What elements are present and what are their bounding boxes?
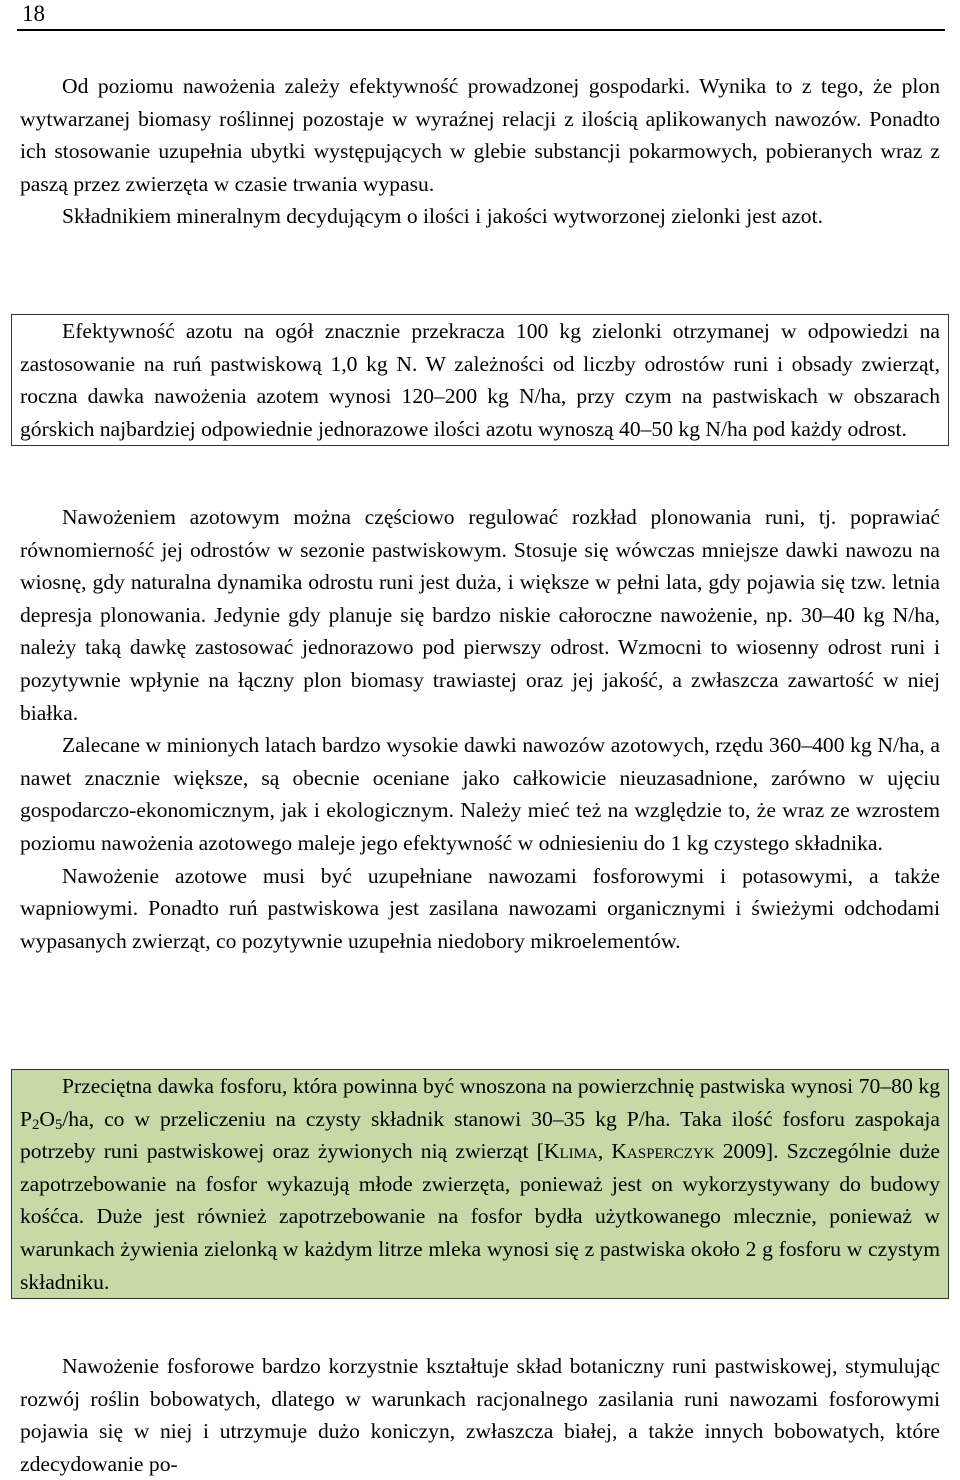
highlighted-paragraph xyxy=(11,1069,949,1299)
p7-subscript-1: 2 xyxy=(32,1116,40,1133)
paragraph-1: Od poziomu nawożenia zależy efektywność prowadzonej gospodarki. Wynika to z tego, że plon wytwarzanej biomasy roślinnej pozostaje w wyraźnej relacji z ilością aplikowanych nawozów. Ponadto ich stosowanie uzupełnia ubytki występujących w glebie substancji pokarmowych, pobieranych wraz z paszą przez zwierzęta w czasie trwania wypasu. xyxy=(20,74,940,196)
page-number: 18 xyxy=(22,1,45,26)
text-block-2 xyxy=(20,501,940,957)
paragraph-7 xyxy=(12,1070,948,1298)
citation-author-2: Kasperczyk xyxy=(611,1139,715,1164)
paragraph-8: Nawożenie fosforowe bardzo korzystnie kształtuje skład botaniczny runi pastwiskowej, stymulując rozwój roślin bobowatych, dlatego w warunkach racjonalnego zasilania runi nawozami fosforowymi pojawia się w niej i utrzymuje dużo koniczyn, zwłaszcza białej, a także innych bobowatych, które zdecydowanie po- xyxy=(20,1354,940,1476)
header-rule xyxy=(17,29,945,31)
citation-separator: , xyxy=(597,1139,612,1164)
paragraph-3: Efektywność azotu na ogół znacznie przekracza 100 kg zielonki otrzymanej w odpowiedzi na zastosowanie na ruń pastwiskową 1,0 kg N. W zależności od liczby odrostów runi i obsady zwierząt, roczna dawka nawożenia azotem wynosi 120–200 kg N/ha, przy czym na pastwiskach w obszarach górskich najbardziej odpowiednie jednorazowe ilości azotu wynoszą 40–50 kg N/ha pod każdy odrost. xyxy=(20,319,940,441)
text-block-1 xyxy=(20,70,940,233)
paragraph-4: Nawożeniem azotowym można częściowo regulować rozkład plonowania runi, tj. poprawiać równomierność jej odrostów w sezonie pastwiskowym. Stosuje się wówczas mniejsze dawki nawozu na wiosnę, gdy naturalna dynamika odrostu runi jest duża, i większe w pełni lata, gdy pojawia się tzw. letnia depresja plonowania. Jedynie gdy planuje się bardzo niskie całoroczne nawożenie, np. 30–40 kg N/ha, należy taką dawkę zastosować jednorazowo pod pierwszy odrost. Wzmocni to wiosenny odrost runi i pozytywnie wpłynie na łączny plon biomasy trawiastej oraz jej jakość, a zwłaszcza zawartość w niej białka. xyxy=(20,505,940,725)
citation-author-1: Klima xyxy=(543,1139,598,1164)
paragraph-2: Składnikiem mineralnym decydującym o ilości i jakości wytworzonej zielonki jest azot. xyxy=(62,204,823,229)
p7-text-3: /ha, co w przeliczeniu na czysty składnik stanowi 30–35 kg P/ha. Taka ilość fosforu zaspokaja potrzeby runi pastwiskowej oraz żywionych nią zwierząt [ xyxy=(20,1106,940,1164)
p7-subscript-2: 5 xyxy=(54,1116,63,1133)
p7-text-4: 2009]. Szczególnie duże zapotrzebowanie na fosfor wykazują młode zwierzęta, ponieważ jest on wykorzystywany do budowy kośćca. Duże jest również zapotrzebowanie na fosfor bydła użytkowanego mlecznie, ponieważ w warunkach żywienia zielonką w każdym litrze mleka wynosi się z pastwiska około 2 g fosforu w czystym składniku. xyxy=(20,1139,941,1294)
paragraph-5: Zalecane w minionych latach bardzo wysokie dawki nawozów azotowych, rzędu 360–400 kg N/ha, a nawet znacznie większe, są obecnie oceniane jako całkowicie nieuzasadnione, zarówno w ujęciu gospodarczo-ekonomicznym, jak i ekologicznym. Należy mieć też na względzie to, że wraz ze wzrostem poziomu nawożenia azotowego maleje jego efektywność w odniesieniu do 1 kg czystego składnika. xyxy=(20,733,940,855)
p7-text-2: O xyxy=(39,1106,55,1131)
paragraph-6: Nawożenie azotowe musi być uzupełniane nawozami fosforowymi i potasowymi, a także wapniowymi. Ponadto ruń pastwiskowa jest zasilana nawozami organicznymi i świeżymi odchodami wypasanych zwierząt, co pozytywnie uzupełnia niedobory mikroelementów. xyxy=(20,863,940,953)
boxed-paragraph xyxy=(11,314,949,446)
p7-text-1: Przeciętna dawka fosforu, która powinna być wnoszona na powierzchnię pastwiska wynosi 70–80 kg P xyxy=(20,1074,940,1131)
text-block-3 xyxy=(20,1350,940,1480)
